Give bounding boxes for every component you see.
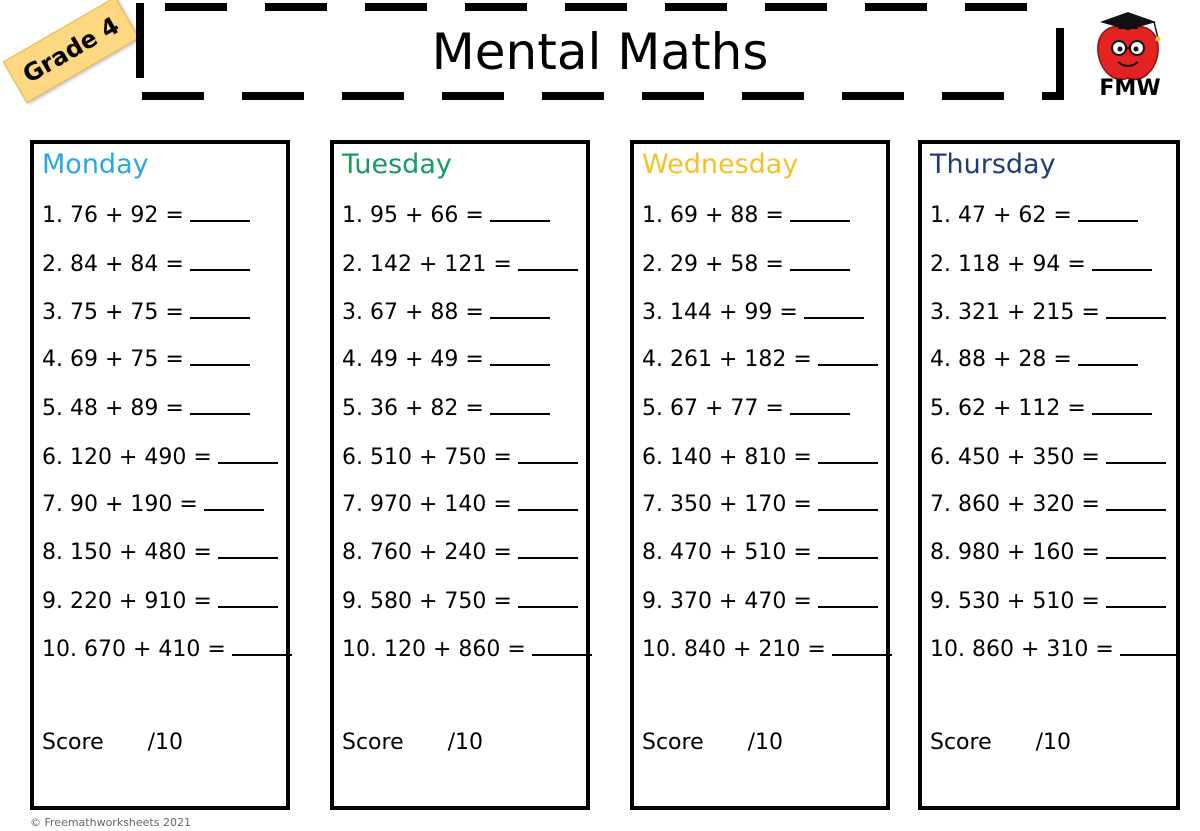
question-text: 10. 860 + 310 = (930, 637, 1114, 662)
question-row (642, 249, 850, 279)
answer-blank[interactable] (1078, 344, 1138, 366)
question-text: 10. 840 + 210 = (642, 637, 826, 662)
question-row (342, 634, 592, 664)
question-text: 10. 120 + 860 = (342, 637, 526, 662)
question-row (930, 586, 1166, 616)
question-row (642, 200, 850, 230)
answer-blank[interactable] (490, 200, 550, 222)
question-text: 6. 510 + 750 = (342, 445, 512, 470)
question-row (930, 442, 1166, 472)
question-row (930, 634, 1180, 664)
question-text: 1. 95 + 66 = (342, 203, 484, 228)
answer-blank[interactable] (790, 393, 850, 415)
day-column-tuesday (330, 140, 590, 810)
question-row (342, 442, 578, 472)
answer-blank[interactable] (818, 489, 878, 511)
question-row (342, 586, 578, 616)
question-text: 3. 67 + 88 = (342, 300, 484, 325)
question-text: 4. 88 + 28 = (930, 347, 1072, 372)
answer-blank[interactable] (490, 393, 550, 415)
question-text: 10. 670 + 410 = (42, 637, 226, 662)
score-total: /10 (147, 730, 184, 755)
question-row (42, 537, 278, 567)
question-text: 2. 142 + 121 = (342, 252, 512, 277)
answer-blank[interactable] (804, 297, 864, 319)
day-column-monday (30, 140, 290, 810)
question-text: 5. 67 + 77 = (642, 396, 784, 421)
question-row (642, 586, 878, 616)
answer-blank[interactable] (1120, 634, 1180, 656)
question-text: 5. 62 + 112 = (930, 396, 1086, 421)
question-text: 3. 144 + 99 = (642, 300, 798, 325)
question-text: 3. 321 + 215 = (930, 300, 1100, 325)
question-row (42, 200, 250, 230)
answer-blank[interactable] (190, 344, 250, 366)
answer-blank[interactable] (218, 442, 278, 464)
question-text: 8. 470 + 510 = (642, 540, 812, 565)
answer-blank[interactable] (204, 489, 264, 511)
answer-blank[interactable] (818, 442, 878, 464)
question-row (42, 297, 250, 327)
question-row (342, 297, 550, 327)
question-row (342, 200, 550, 230)
question-row (930, 200, 1138, 230)
answer-blank[interactable] (790, 249, 850, 271)
day-heading: Tuesday (342, 149, 452, 180)
question-row (930, 344, 1138, 374)
answer-blank[interactable] (218, 586, 278, 608)
question-text: 9. 220 + 910 = (42, 589, 212, 614)
question-text: 6. 120 + 490 = (42, 445, 212, 470)
question-text: 3. 75 + 75 = (42, 300, 184, 325)
question-text: 7. 860 + 320 = (930, 492, 1100, 517)
answer-blank[interactable] (518, 537, 578, 559)
question-text: 1. 69 + 88 = (642, 203, 784, 228)
score-label: Score (930, 730, 992, 755)
day-column-thursday (918, 140, 1180, 810)
question-text: 4. 261 + 182 = (642, 347, 812, 372)
question-row (642, 344, 878, 374)
question-text: 8. 760 + 240 = (342, 540, 512, 565)
question-row (930, 249, 1152, 279)
question-text: 9. 580 + 750 = (342, 589, 512, 614)
score-total: /10 (747, 730, 784, 755)
answer-blank[interactable] (190, 200, 250, 222)
question-text: 8. 980 + 160 = (930, 540, 1100, 565)
answer-blank[interactable] (490, 344, 550, 366)
copyright-notice: © Freemathworksheets 2021 (30, 816, 191, 829)
question-row (930, 537, 1166, 567)
question-row (642, 442, 878, 472)
question-text: 7. 90 + 190 = (42, 492, 198, 517)
day-heading: Wednesday (642, 149, 799, 180)
page-title: Mental Maths (431, 23, 769, 81)
answer-blank[interactable] (1092, 393, 1152, 415)
answer-blank[interactable] (190, 249, 250, 271)
question-text: 7. 970 + 140 = (342, 492, 512, 517)
answer-blank[interactable] (218, 537, 278, 559)
answer-blank[interactable] (1106, 586, 1166, 608)
answer-blank[interactable] (790, 200, 850, 222)
answer-blank[interactable] (518, 489, 578, 511)
question-text: 8. 150 + 480 = (42, 540, 212, 565)
score-line (342, 730, 483, 755)
question-row (42, 586, 278, 616)
day-heading: Thursday (930, 149, 1056, 180)
score-line (930, 730, 1071, 755)
question-row (42, 393, 250, 423)
question-row (642, 297, 864, 327)
question-text: 4. 49 + 49 = (342, 347, 484, 372)
question-text: 5. 36 + 82 = (342, 396, 484, 421)
question-text: 2. 84 + 84 = (42, 252, 184, 277)
question-row (342, 344, 550, 374)
answer-blank[interactable] (832, 634, 892, 656)
question-row (42, 442, 278, 472)
question-row (342, 393, 550, 423)
answer-blank[interactable] (518, 586, 578, 608)
question-row (342, 249, 578, 279)
score-line (42, 730, 183, 755)
answer-blank[interactable] (1106, 489, 1166, 511)
question-text: 9. 530 + 510 = (930, 589, 1100, 614)
question-text: 1. 76 + 92 = (42, 203, 184, 228)
day-heading: Monday (42, 149, 149, 180)
question-text: 2. 29 + 58 = (642, 252, 784, 277)
question-row (930, 297, 1166, 327)
answer-blank[interactable] (818, 344, 878, 366)
answer-blank[interactable] (190, 393, 250, 415)
day-column-wednesday (630, 140, 890, 810)
question-text: 9. 370 + 470 = (642, 589, 812, 614)
question-text: 1. 47 + 62 = (930, 203, 1072, 228)
answer-blank[interactable] (1092, 249, 1152, 271)
question-text: 2. 118 + 94 = (930, 252, 1086, 277)
question-text: 5. 48 + 89 = (42, 396, 184, 421)
question-text: 6. 450 + 350 = (930, 445, 1100, 470)
score-label: Score (642, 730, 704, 755)
question-row (42, 344, 250, 374)
question-text: 6. 140 + 810 = (642, 445, 812, 470)
question-text: 4. 69 + 75 = (42, 347, 184, 372)
score-total: /10 (447, 730, 484, 755)
question-row (42, 489, 264, 519)
question-row (642, 393, 850, 423)
logo-text: FMW (1099, 76, 1161, 101)
score-label: Score (342, 730, 404, 755)
answer-blank[interactable] (1106, 537, 1166, 559)
answer-blank[interactable] (532, 634, 592, 656)
answer-blank[interactable] (1078, 200, 1138, 222)
answer-blank[interactable] (518, 442, 578, 464)
answer-blank[interactable] (818, 586, 878, 608)
answer-blank[interactable] (818, 537, 878, 559)
question-row (642, 634, 892, 664)
answer-blank[interactable] (190, 297, 250, 319)
score-total: /10 (1035, 730, 1072, 755)
question-row (342, 537, 578, 567)
question-row (930, 489, 1166, 519)
question-row (642, 489, 878, 519)
question-text: 7. 350 + 170 = (642, 492, 812, 517)
question-row (342, 489, 578, 519)
question-row (930, 393, 1152, 423)
grade-tag-label: Grade 4 (17, 11, 125, 89)
question-row (42, 249, 250, 279)
answer-blank[interactable] (1106, 297, 1166, 319)
score-label: Score (42, 730, 104, 755)
question-row (42, 634, 292, 664)
answer-blank[interactable] (490, 297, 550, 319)
answer-blank[interactable] (518, 249, 578, 271)
question-row (642, 537, 878, 567)
answer-blank[interactable] (1106, 442, 1166, 464)
answer-blank[interactable] (232, 634, 292, 656)
score-line (642, 730, 783, 755)
